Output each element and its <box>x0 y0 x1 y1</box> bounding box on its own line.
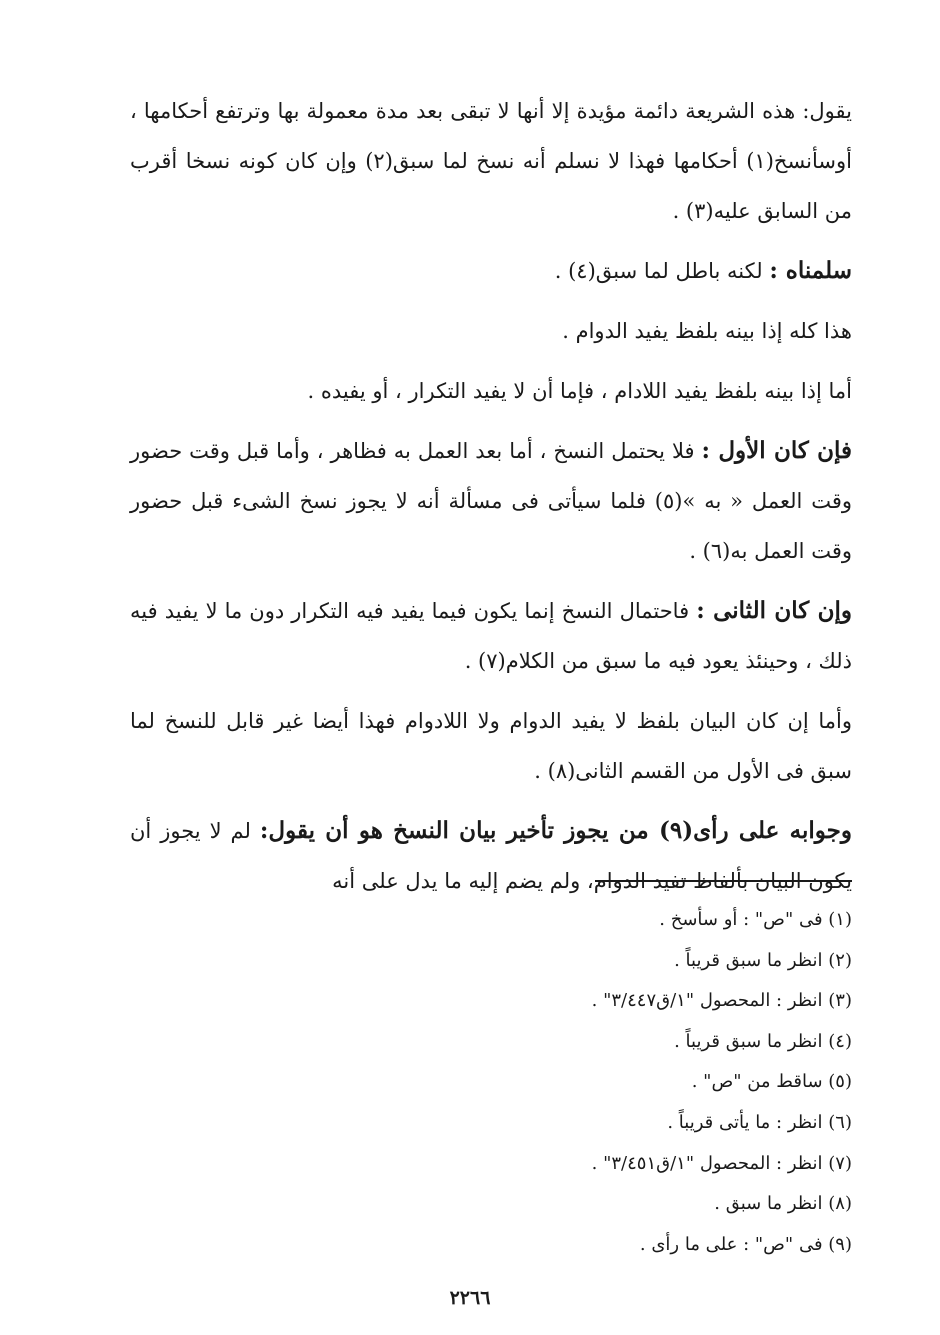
paragraph-text: لكنه باطل لما سبق(٤) . <box>554 259 770 283</box>
paragraph-lead: سلمناه : <box>769 257 852 284</box>
paragraph-2 <box>130 246 852 296</box>
footnote-8: (٨) انظر ما سبق . <box>714 1193 852 1215</box>
footnote-separator <box>595 880 852 882</box>
paragraph-lead: وجوابه على رأى(٩) من يجوز تأخير بيان النسخ هو أن يقول: <box>259 817 853 844</box>
footnote-6: (٦) انظر : ما يأتى قريباً . <box>667 1111 852 1133</box>
paragraph-lead: فإن كان الأول : <box>701 437 852 464</box>
paragraph-1 <box>130 86 852 236</box>
footnotes <box>420 900 852 1265</box>
paragraph-5 <box>130 426 852 576</box>
paragraph-4 <box>130 366 852 416</box>
footnote-2: (٢) انظر ما سبق قريباً . <box>674 949 852 971</box>
paragraph-text: فاحتمال النسخ إنما يكون فيما يفيد فيه التكرار دون ما لا يفيد فيه ذلك ، وحينئذ يعود فيه ما سبق من الكلام(٧) . <box>130 599 852 673</box>
paragraph-text: يقول: هذه الشريعة دائمة مؤيدة إلا أنها لا تبقى بعد مدة معمولة بها وترتفع أحكامها ، أوسأنسخ(١) أحكامها فهذا لا نسلم أنه نسخ لما سبق(٢) وإن كان كونه نسخا أقرب من السابق عليه(٣) . <box>130 99 852 223</box>
page-number: ٢٢٦٦ <box>449 1287 491 1309</box>
paragraph-text: وأما إن كان البيان بلفظ لا يفيد الدوام ولا اللادوام فهذا أيضا غير قابل للنسخ لما سبق فى الأول من القسم الثانى(٨) . <box>130 709 852 783</box>
paragraph-text: فلا يحتمل النسخ ، أما بعد العمل به فظاهر ، وأما قبل وقت حضور وقت العمل « به »(٥) فلما سيأتى فى مسألة أنه لا يجوز نسخ الشىء قبل حضور وقت العمل به(٦) . <box>130 439 853 563</box>
footnote-4: (٤) انظر ما سبق قريباً . <box>674 1030 852 1052</box>
paragraph-8 <box>130 806 852 906</box>
paragraph-6 <box>130 586 852 686</box>
footnote-7: (٧) انظر : المحصول "١/ق٣/٤٥١" . <box>591 1152 852 1174</box>
footnote-9: (٩) فى "ص" : على ما رأى . <box>639 1233 852 1255</box>
footnote-3: (٣) انظر : المحصول "١/ق٣/٤٤٧" . <box>591 990 852 1012</box>
paragraph-7 <box>130 696 852 796</box>
footnote-5: (٥) ساقط من "ص" . <box>691 1071 852 1093</box>
paragraph-text: أما إذا بينه بلفظ يفيد اللادام ، فإما أن لا يفيد التكرار ، أو يفيده . <box>307 379 852 403</box>
paragraph-text: لم لا يجوز أن يكون البيان بألفاظ تفيد الدوام، ولم يضم إليه ما يدل على أنه <box>130 819 852 893</box>
footnote-1: (١) فى "ص" : أو سأسخ . <box>659 909 852 930</box>
main-text <box>130 86 852 910</box>
paragraph-3 <box>130 306 852 356</box>
paragraph-lead: وإن كان الثانى : <box>696 597 852 624</box>
paragraph-text: هذا كله إذا بينه بلفظ يفيد الدوام . <box>562 319 852 343</box>
